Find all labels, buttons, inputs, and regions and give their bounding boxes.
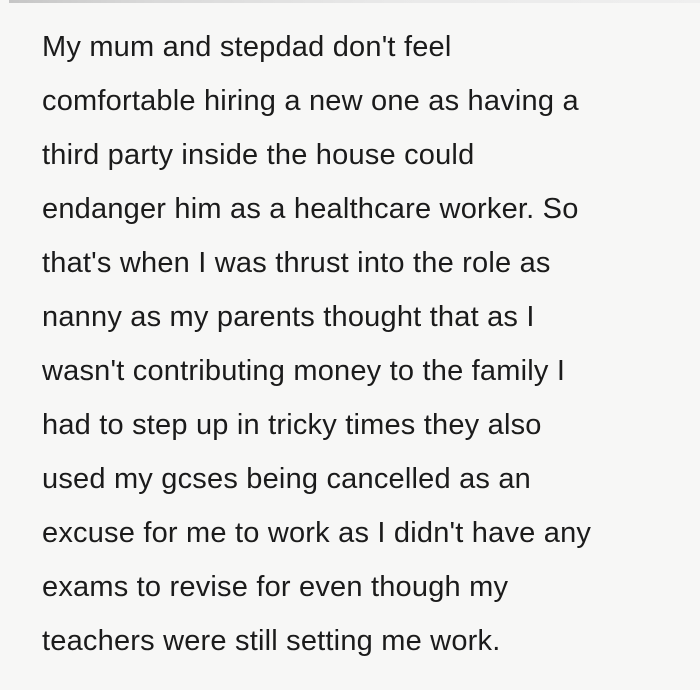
- text-line: had to step up in tricky times they also: [42, 409, 542, 441]
- text-line: used my gcses being cancelled as an: [42, 463, 532, 495]
- text-line: My mum and stepdad don't feel: [42, 31, 452, 63]
- text-line: nanny as my parents thought that as I: [42, 301, 535, 333]
- text-line: exams to revise for even though my: [42, 571, 509, 603]
- text-line: teachers were still setting me work.: [42, 625, 501, 657]
- text-line: wasn't contributing money to the family I: [42, 355, 566, 387]
- text-line: endanger him as a healthcare worker. So: [42, 193, 579, 225]
- text-line: comfortable hiring a new one as having a: [42, 85, 579, 117]
- text-line: that's when I was thrust into the role as: [42, 247, 551, 279]
- top-edge-divider: [9, 0, 700, 3]
- text-line: third party inside the house could: [42, 139, 475, 171]
- text-line: excuse for me to work as I didn't have any: [42, 517, 592, 549]
- story-text: [42, 20, 680, 668]
